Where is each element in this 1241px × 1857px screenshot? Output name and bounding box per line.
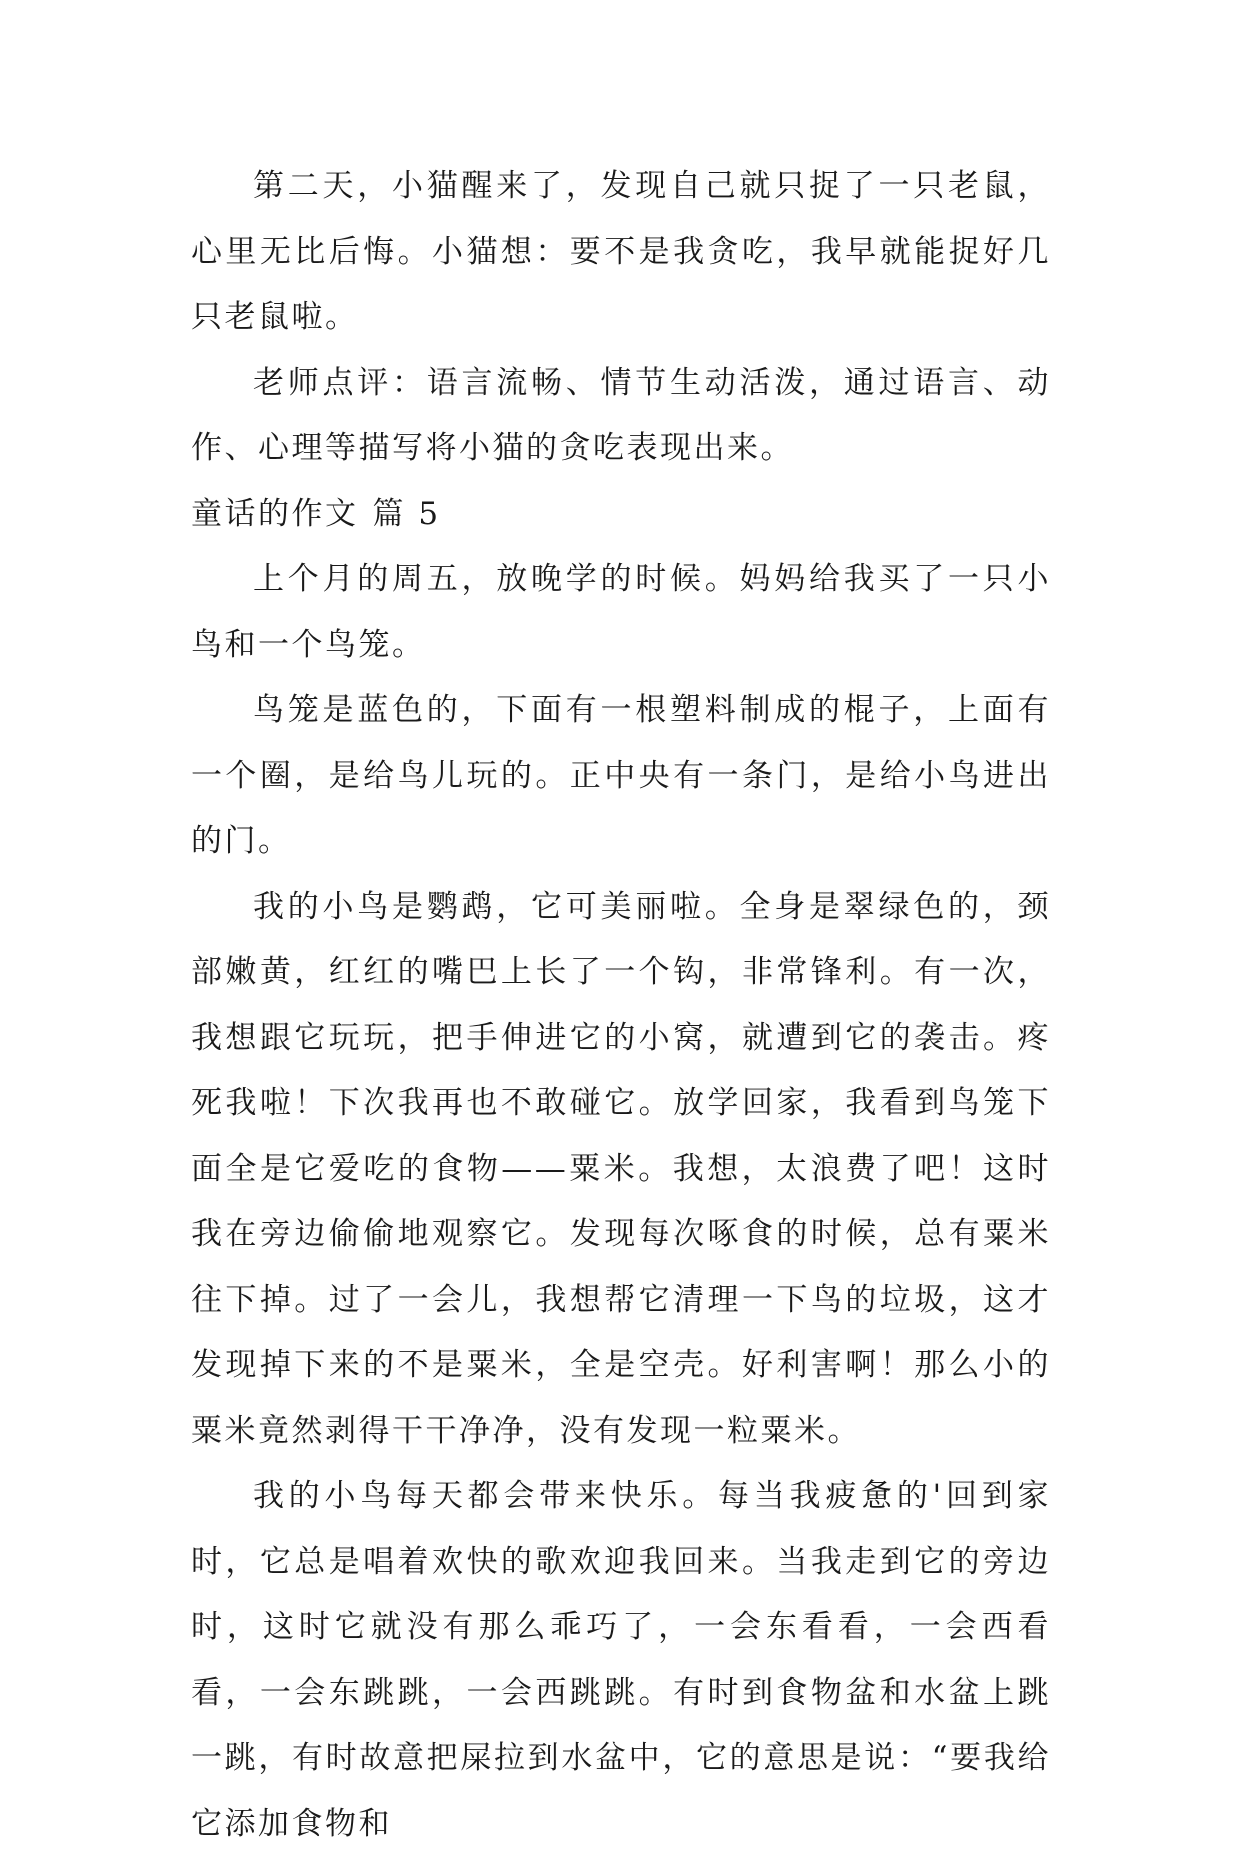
paragraph-daily-joy: 我的小鸟每天都会带来快乐。每当我疲惫的'回到家时，它总是唱着欢快的歌欢迎我回来。当我走到它的旁边时，这时它就没有那么乖巧了，一会东看看，一会西看看，一会东跳跳，一会西跳跳。有时到食物盆和水盆上跳一跳，有时故意把屎拉到水盆中，它的意思是说：“要我给它添加食物和: [191, 1478, 1051, 1842]
paragraph-bird-purchase: 上个月的周五，放晚学的时候。妈妈给我买了一只小鸟和一个鸟笼。: [191, 561, 1051, 663]
section-heading: [191, 482, 1051, 548]
section-title: 童话的作文: [191, 495, 359, 532]
paragraph-kitten-regret: 第二天，小猫醒来了，发现自己就只捉了一只老鼠，心里无比后悔。小猫想：要不是我贪吃，我早就能捉好几只老鼠啦。: [191, 168, 1051, 335]
paragraph-teacher-comment: 老师点评：语言流畅、情节生动活泼，通过语言、动作、心理等描写将小猫的贪吃表现出来。: [191, 364, 1051, 466]
paragraph-birdcage: 鸟笼是蓝色的，下面有一根塑料制成的棍子，上面有一个圈，是给鸟儿玩的。正中央有一条门，是给小鸟进出的门。: [191, 692, 1051, 859]
paragraph-parrot: 我的小鸟是鹦鹉，它可美丽啦。全身是翠绿色的，颈部嫩黄，红红的嘴巴上长了一个钩，非常锋利。有一次，我想跟它玩玩，把手伸进它的小窝，就遭到它的袭击。疼死我啦！下次我再也不敢碰它。放学回家，我看到鸟笼下面全是它爱吃的食物——粟米。我想，太浪费了吧！这时我在旁边偷偷地观察它。发现每次啄食的时候，总有粟米往下掉。过了一会儿，我想帮它清理一下鸟的垃圾，这才发现掉下来的不是粟米，全是空壳。好利害啊！那么小的粟米竟然剥得干干净净，没有发现一粒粟米。: [191, 888, 1051, 1449]
section-number: 篇 5: [372, 495, 441, 532]
document-page: [191, 154, 1051, 1857]
